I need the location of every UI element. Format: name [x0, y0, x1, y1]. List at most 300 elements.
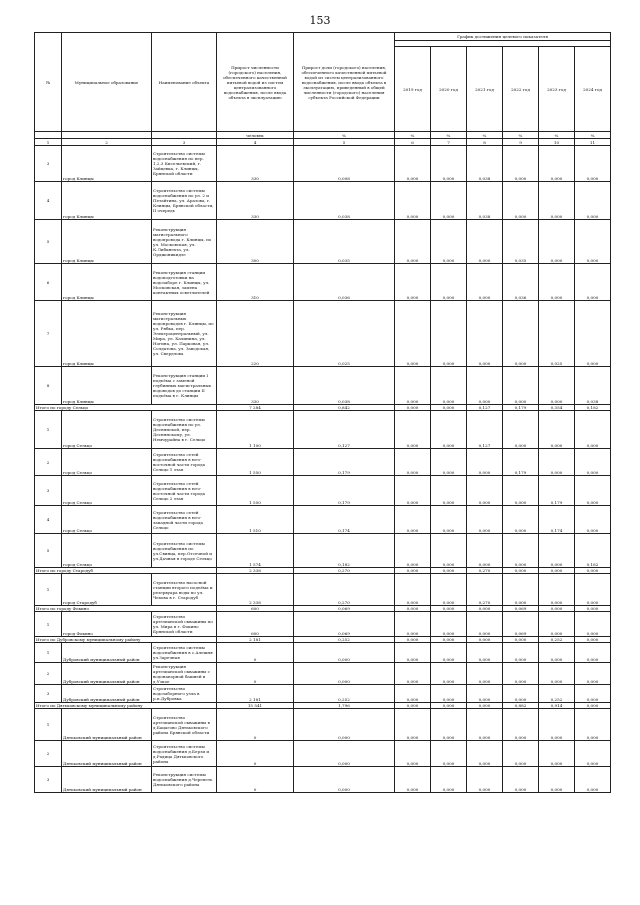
- year-value-cell: 0,000: [467, 685, 503, 703]
- population-cell: 600: [217, 606, 294, 612]
- year-value-cell: 0,000: [503, 685, 539, 703]
- object-cell: Строительство сетей водоснабжения в юго-восточной части города Сельцо 2 этап: [152, 476, 217, 506]
- population-cell: 1 510: [217, 506, 294, 534]
- year-value-cell: 0,000: [395, 637, 431, 643]
- header-year: 2023 год: [539, 47, 575, 132]
- year-value-cell: 0,000: [395, 411, 431, 449]
- header-growth-population: Прирост численности (городского) населения, обеспеченного качественной питьевой водой из систем централизованного водоснабжения, после ввода объекта в эксплуатацию: [217, 33, 294, 132]
- year-value-cell: 0,000: [431, 534, 467, 568]
- row-number: 1: [35, 574, 62, 606]
- year-value-cell: 0,000: [467, 476, 503, 506]
- object-cell: Строительство сетей водоснабжения в юго-западной части города Сельцо: [152, 506, 217, 534]
- year-value-cell: 0,000: [503, 574, 539, 606]
- year-value-cell: 0,000: [575, 685, 611, 703]
- object-cell: Строительство системы водоснабжения по пер. 1,2,3 Кисельевский, г. Зайцевка, г. Клинцы, Брянской области: [152, 146, 217, 182]
- municipality-cell: город Клинцы: [62, 146, 152, 182]
- year-value-cell: 0,000: [575, 643, 611, 663]
- year-value-cell: 0,000: [503, 182, 539, 220]
- year-value-cell: 0,000: [467, 663, 503, 685]
- year-value-cell: 0,000: [431, 301, 467, 367]
- population-cell: 330: [217, 182, 294, 220]
- share-cell: 0,000: [294, 767, 395, 793]
- share-cell: 0,179: [294, 476, 395, 506]
- table-row: [35, 506, 611, 534]
- year-value-cell: 0,000: [539, 606, 575, 612]
- year-value-cell: 0,038: [467, 146, 503, 182]
- population-cell: 1 550: [217, 476, 294, 506]
- total-label: Итого по городу Сельцо: [35, 405, 217, 411]
- year-value-cell: 0,038: [467, 182, 503, 220]
- year-value-cell: 0,000: [395, 767, 431, 793]
- year-value-cell: 0,000: [431, 685, 467, 703]
- table-row: [35, 182, 611, 220]
- year-value-cell: 0,000: [575, 476, 611, 506]
- table-body: [35, 146, 611, 793]
- year-value-cell: 0,000: [431, 411, 467, 449]
- column-number: 7: [431, 139, 467, 146]
- year-value-cell: 0,035: [503, 220, 539, 264]
- object-cell: Реконструкция артезианской скважины с водонапорной башней в д.Узкое: [152, 663, 217, 685]
- year-value-cell: 0,000: [539, 767, 575, 793]
- year-value-cell: 0,179: [503, 405, 539, 411]
- year-value-cell: 0,000: [575, 637, 611, 643]
- year-value-cell: 0,000: [395, 146, 431, 182]
- population-cell: 0: [217, 709, 294, 741]
- object-cell: Строительство системы водоснабжения в с.Алешня ул.Заречная: [152, 643, 217, 663]
- year-value-cell: 0,000: [503, 367, 539, 405]
- year-value-cell: 0,000: [539, 574, 575, 606]
- year-value-cell: 0,069: [503, 606, 539, 612]
- header-object: Наименование объекта: [152, 33, 217, 132]
- year-value-cell: 0,000: [395, 534, 431, 568]
- share-cell: 0,038: [294, 367, 395, 405]
- share-cell: 0,069: [294, 606, 395, 612]
- year-value-cell: 0,000: [575, 411, 611, 449]
- column-number: 11: [575, 139, 611, 146]
- year-value-cell: 0,000: [539, 411, 575, 449]
- year-value-cell: 0,000: [431, 568, 467, 574]
- share-cell: 0,000: [294, 741, 395, 767]
- year-value-cell: 0,000: [467, 767, 503, 793]
- column-number: 8: [467, 139, 503, 146]
- table-row: [35, 574, 611, 606]
- share-cell: 0,182: [294, 534, 395, 568]
- year-value-cell: 0,000: [467, 449, 503, 476]
- year-value-cell: 0,000: [395, 741, 431, 767]
- year-value-cell: 0,000: [431, 663, 467, 685]
- row-number: 2: [35, 663, 62, 685]
- population-cell: 310: [217, 264, 294, 301]
- object-cell: Реконструкция системы водоснабжения д.Черепеть Дятьковского района: [152, 767, 217, 793]
- year-value-cell: 0,000: [575, 182, 611, 220]
- share-cell: 0,038: [294, 182, 395, 220]
- year-value-cell: 0,000: [395, 606, 431, 612]
- municipality-cell: город Клинцы: [62, 301, 152, 367]
- share-cell: 0,036: [294, 264, 395, 301]
- municipality-cell: Дятьковский муниципальный район: [62, 709, 152, 741]
- municipality-cell: город Сельцо: [62, 411, 152, 449]
- share-cell: 0,000: [294, 709, 395, 741]
- year-value-cell: 0,000: [467, 506, 503, 534]
- year-value-cell: 0,252: [539, 637, 575, 643]
- share-cell: 0,035: [294, 220, 395, 264]
- year-value-cell: 0,000: [395, 449, 431, 476]
- share-cell: 0,000: [294, 663, 395, 685]
- unit-pct: %: [294, 132, 395, 139]
- year-value-cell: 0,000: [431, 405, 467, 411]
- municipality-cell: город Стародуб: [62, 574, 152, 606]
- population-cell: 1 574: [217, 534, 294, 568]
- unit-pct: %: [539, 132, 575, 139]
- municipality-cell: город Фокино: [62, 612, 152, 637]
- table-row: [35, 534, 611, 568]
- year-value-cell: 0,270: [467, 574, 503, 606]
- year-value-cell: 0,000: [575, 612, 611, 637]
- target-indicator-table: [34, 32, 611, 793]
- year-value-cell: 0,000: [539, 449, 575, 476]
- share-cell: 0,000: [294, 643, 395, 663]
- table-row: [35, 301, 611, 367]
- year-value-cell: 0,000: [503, 476, 539, 506]
- year-value-cell: 0,000: [539, 643, 575, 663]
- year-value-cell: 0,182: [575, 534, 611, 568]
- row-number: 1: [35, 411, 62, 449]
- year-value-cell: 0,000: [503, 637, 539, 643]
- year-value-cell: 0,354: [539, 405, 575, 411]
- year-value-cell: 0,000: [503, 767, 539, 793]
- unit-pct: %: [431, 132, 467, 139]
- table-row: [35, 264, 611, 301]
- share-cell: 0,025: [294, 301, 395, 367]
- year-value-cell: 0,000: [575, 574, 611, 606]
- year-value-cell: 0,000: [503, 411, 539, 449]
- year-value-cell: 0,179: [503, 449, 539, 476]
- year-value-cell: 0,000: [539, 663, 575, 685]
- total-label: Итого по городу Фокино: [35, 606, 217, 612]
- year-value-cell: 0,000: [575, 767, 611, 793]
- year-value-cell: 0,000: [395, 643, 431, 663]
- unit-cell: [152, 132, 217, 139]
- header-year: 2020 год: [431, 47, 467, 132]
- population-cell: 0: [217, 663, 294, 685]
- object-cell: Реконструкция станции водоподготовки на водозаборе г. Клинцы, ул. Московская, замена контактных осветлителей: [152, 264, 217, 301]
- population-cell: 0: [217, 767, 294, 793]
- header-year: 2022 год: [503, 47, 539, 132]
- year-value-cell: 0,000: [431, 643, 467, 663]
- municipality-cell: Дубровский муниципальный район: [62, 663, 152, 685]
- year-value-cell: 0,000: [575, 568, 611, 574]
- year-value-cell: 0,000: [539, 741, 575, 767]
- population-cell: 330: [217, 146, 294, 182]
- row-number: 3: [35, 146, 62, 182]
- object-cell: Строительство водозаборного узла в р.п.Дубровка: [152, 685, 217, 703]
- year-value-cell: 0,000: [575, 146, 611, 182]
- table-row: [35, 685, 611, 703]
- year-value-cell: 0,000: [395, 182, 431, 220]
- share-cell: 1,796: [294, 703, 395, 709]
- year-value-cell: 0,000: [503, 741, 539, 767]
- unit-people: человек: [217, 132, 294, 139]
- table-row: [35, 663, 611, 685]
- share-cell: 0,174: [294, 506, 395, 534]
- object-cell: Строительство системы водоснабжения по ул. Деснянской, пер. Деснянскому, ул. Немчурайна в г. Сельцо: [152, 411, 217, 449]
- population-cell: 2 181: [217, 637, 294, 643]
- year-value-cell: 0,000: [575, 220, 611, 264]
- year-value-cell: 0,000: [539, 612, 575, 637]
- header-schedule: График достижения целевого показателя: [395, 33, 611, 41]
- row-number: 3: [35, 476, 62, 506]
- municipality-cell: город Сельцо: [62, 506, 152, 534]
- year-value-cell: 0,000: [395, 301, 431, 367]
- table-row: [35, 367, 611, 405]
- row-number: 4: [35, 506, 62, 534]
- unit-cell: [62, 132, 152, 139]
- table-row: [35, 709, 611, 741]
- row-number: 7: [35, 301, 62, 367]
- year-value-cell: 0,000: [431, 182, 467, 220]
- year-value-cell: 0,270: [467, 568, 503, 574]
- year-value-cell: 0,000: [575, 709, 611, 741]
- municipality-cell: город Сельцо: [62, 476, 152, 506]
- year-value-cell: 0,000: [467, 534, 503, 568]
- row-number: 2: [35, 741, 62, 767]
- year-value-cell: 0,000: [503, 663, 539, 685]
- object-cell: Строительство системы водоснабжения д.Берзи и д.Радица Дятьковского района: [152, 741, 217, 767]
- column-number: 5: [294, 139, 395, 146]
- row-number: 8: [35, 367, 62, 405]
- year-value-cell: 0,000: [395, 568, 431, 574]
- municipality-cell: город Клинцы: [62, 264, 152, 301]
- table-row: [35, 767, 611, 793]
- share-cell: 0,842: [294, 405, 395, 411]
- share-cell: 0,252: [294, 685, 395, 703]
- table-row: [35, 449, 611, 476]
- municipality-cell: Дубровский муниципальный район: [62, 643, 152, 663]
- year-value-cell: 0,000: [539, 220, 575, 264]
- header-year: 2024 год: [575, 47, 611, 132]
- year-value-cell: 0,000: [395, 709, 431, 741]
- row-number: 1: [35, 709, 62, 741]
- year-value-cell: 0,000: [431, 612, 467, 637]
- year-value-cell: 0,000: [503, 568, 539, 574]
- population-cell: 2 338: [217, 574, 294, 606]
- year-value-cell: 0,000: [467, 264, 503, 301]
- year-value-cell: 0,000: [431, 506, 467, 534]
- total-label: Итого по городу Стародуб: [35, 568, 217, 574]
- year-value-cell: 0,000: [431, 146, 467, 182]
- row-number: 6: [35, 264, 62, 301]
- year-value-cell: 0,069: [503, 612, 539, 637]
- population-cell: 300: [217, 220, 294, 264]
- year-value-cell: 0,000: [503, 534, 539, 568]
- year-value-cell: 0,000: [503, 506, 539, 534]
- header-municipality: Муниципальное образование: [62, 33, 152, 132]
- year-value-cell: 0,000: [539, 367, 575, 405]
- year-value-cell: 0,882: [503, 703, 539, 709]
- year-value-cell: 0,000: [431, 220, 467, 264]
- year-value-cell: 0,038: [575, 367, 611, 405]
- year-value-cell: 0,000: [431, 637, 467, 643]
- row-number: 1: [35, 643, 62, 663]
- year-value-cell: 0,000: [431, 367, 467, 405]
- year-value-cell: 0,000: [395, 612, 431, 637]
- year-value-cell: 0,000: [503, 146, 539, 182]
- year-value-cell: 0,036: [503, 264, 539, 301]
- year-value-cell: 0,000: [431, 449, 467, 476]
- year-value-cell: 0,000: [431, 606, 467, 612]
- year-value-cell: 0,000: [395, 367, 431, 405]
- year-value-cell: 0,914: [539, 703, 575, 709]
- column-number: 6: [395, 139, 431, 146]
- unit-pct: %: [575, 132, 611, 139]
- column-number: 9: [503, 139, 539, 146]
- object-cell: Строительство артезианской скважины по ул. Мира в г. Фокино Брянской области: [152, 612, 217, 637]
- year-value-cell: 0,000: [467, 220, 503, 264]
- unit-pct: %: [503, 132, 539, 139]
- year-value-cell: 0,000: [467, 703, 503, 709]
- column-number: 2: [62, 139, 152, 146]
- total-label: Итого по Дятьковскому муниципальному району: [35, 703, 217, 709]
- year-value-cell: 0,000: [395, 220, 431, 264]
- year-value-cell: 0,000: [539, 534, 575, 568]
- share-cell: 0,008: [294, 146, 395, 182]
- row-number: 2: [35, 449, 62, 476]
- year-value-cell: 0,252: [539, 685, 575, 703]
- year-value-cell: 0,025: [539, 301, 575, 367]
- municipality-cell: город Сельцо: [62, 449, 152, 476]
- year-value-cell: 0,000: [575, 741, 611, 767]
- year-value-cell: 0,000: [431, 767, 467, 793]
- year-value-cell: 0,000: [539, 568, 575, 574]
- year-value-cell: 0,000: [575, 663, 611, 685]
- column-number: 3: [152, 139, 217, 146]
- header-num: №: [35, 33, 62, 132]
- municipality-cell: город Клинцы: [62, 182, 152, 220]
- unit-pct: %: [395, 132, 431, 139]
- year-value-cell: 0,000: [539, 182, 575, 220]
- year-value-cell: 0,000: [467, 606, 503, 612]
- population-cell: 0: [217, 741, 294, 767]
- object-cell: Реконструкция магистральных водопроводов г. Клинцы, по ул. Рябка, пер. Электроцентральный, ул. Мира, ул. Калинина, ул. Ногина, ул. Парковая, ул. Солдатова, ул. Заводская, ул. Свердлова: [152, 301, 217, 367]
- municipality-cell: Дубровский муниципальный район: [62, 685, 152, 703]
- year-value-cell: 0,127: [467, 411, 503, 449]
- table-row: [35, 741, 611, 767]
- header-year: 2021 год: [467, 47, 503, 132]
- municipality-cell: город Клинцы: [62, 220, 152, 264]
- municipality-cell: Дятьковский муниципальный район: [62, 767, 152, 793]
- year-value-cell: 0,000: [503, 643, 539, 663]
- share-cell: 0,179: [294, 449, 395, 476]
- unit-cell: [35, 132, 62, 139]
- year-value-cell: 0,000: [395, 703, 431, 709]
- population-cell: 2 181: [217, 685, 294, 703]
- year-value-cell: 0,000: [395, 685, 431, 703]
- municipality-cell: город Сельцо: [62, 534, 152, 568]
- population-cell: 1 100: [217, 411, 294, 449]
- population-cell: 7 284: [217, 405, 294, 411]
- row-number: 5: [35, 220, 62, 264]
- table-row: [35, 220, 611, 264]
- population-cell: 600: [217, 612, 294, 637]
- object-cell: Строительство системы водоснабжения по ул.Свинца, пер.Отсечной и ул.Дачная в городе Сельцо: [152, 534, 217, 568]
- share-cell: 0,270: [294, 574, 395, 606]
- year-value-cell: 0,000: [539, 709, 575, 741]
- header-year: 2019 год: [395, 47, 431, 132]
- total-label: Итого по Дубровскому муниципальному району: [35, 637, 217, 643]
- population-cell: 2 338: [217, 568, 294, 574]
- year-value-cell: 0,000: [467, 637, 503, 643]
- year-value-cell: 0,000: [395, 574, 431, 606]
- year-value-cell: 0,000: [575, 506, 611, 534]
- population-cell: 15 541: [217, 703, 294, 709]
- year-value-cell: 0,000: [467, 301, 503, 367]
- year-value-cell: 0,000: [575, 264, 611, 301]
- table-row: [35, 612, 611, 637]
- column-number: 1: [35, 139, 62, 146]
- year-value-cell: 0,000: [467, 367, 503, 405]
- population-cell: 0: [217, 643, 294, 663]
- year-value-cell: 0,179: [539, 476, 575, 506]
- year-value-cell: 0,000: [431, 741, 467, 767]
- year-value-cell: 0,000: [395, 264, 431, 301]
- share-cell: 0,127: [294, 411, 395, 449]
- year-value-cell: 0,000: [575, 301, 611, 367]
- year-value-cell: 0,000: [467, 612, 503, 637]
- object-cell: Строительство системы водоснабжения по ул. 2 и Петайтина, ул. Аразова, г. Клинцы, Брянской области, II очередь: [152, 182, 217, 220]
- page-number: 153: [309, 14, 331, 27]
- population-cell: 1 550: [217, 449, 294, 476]
- year-value-cell: 0,182: [575, 405, 611, 411]
- table-row: [35, 411, 611, 449]
- table-row: [35, 643, 611, 663]
- year-value-cell: 0,000: [503, 301, 539, 367]
- year-value-cell: 0,000: [395, 476, 431, 506]
- column-number: 4: [217, 139, 294, 146]
- year-value-cell: 0,000: [503, 709, 539, 741]
- year-value-cell: 0,000: [431, 703, 467, 709]
- row-number: 1: [35, 612, 62, 637]
- share-cell: 0,252: [294, 637, 395, 643]
- year-value-cell: 0,000: [575, 606, 611, 612]
- row-number: 3: [35, 767, 62, 793]
- year-value-cell: 0,000: [395, 663, 431, 685]
- unit-pct: %: [467, 132, 503, 139]
- object-cell: Реконструкция магистрального водопровода г. Клинцы, по ул. Московская, ул. К.Либкнехта, ул. Орджоникидзе: [152, 220, 217, 264]
- year-value-cell: 0,000: [575, 449, 611, 476]
- year-value-cell: 0,000: [539, 264, 575, 301]
- population-cell: 220: [217, 301, 294, 367]
- year-value-cell: 0,000: [395, 506, 431, 534]
- municipality-cell: Дятьковский муниципальный район: [62, 741, 152, 767]
- year-value-cell: 0,000: [467, 643, 503, 663]
- share-cell: 0,069: [294, 612, 395, 637]
- municipality-cell: город Клинцы: [62, 367, 152, 405]
- table-row: [35, 476, 611, 506]
- year-value-cell: 0,000: [539, 146, 575, 182]
- row-number: 4: [35, 182, 62, 220]
- year-value-cell: 0,000: [431, 476, 467, 506]
- row-number: 5: [35, 534, 62, 568]
- year-value-cell: 0,000: [431, 709, 467, 741]
- object-cell: Строительство артезианской скважины в д.Бацагово Дятьковского района Брянской области: [152, 709, 217, 741]
- year-value-cell: 0,000: [431, 574, 467, 606]
- column-number: 10: [539, 139, 575, 146]
- header-growth-share: Прирост доли (городского) населения, обеспеченного качественной питьевой водой из систем централизованного водоснабжения, после ввода объекта в эксплуатацию, приведенный в общей численности (городского) населения субъекта Российской Федерации: [294, 33, 395, 132]
- year-value-cell: 0,000: [575, 703, 611, 709]
- year-value-cell: 0,174: [539, 506, 575, 534]
- year-value-cell: 0,127: [467, 405, 503, 411]
- year-value-cell: 0,000: [395, 405, 431, 411]
